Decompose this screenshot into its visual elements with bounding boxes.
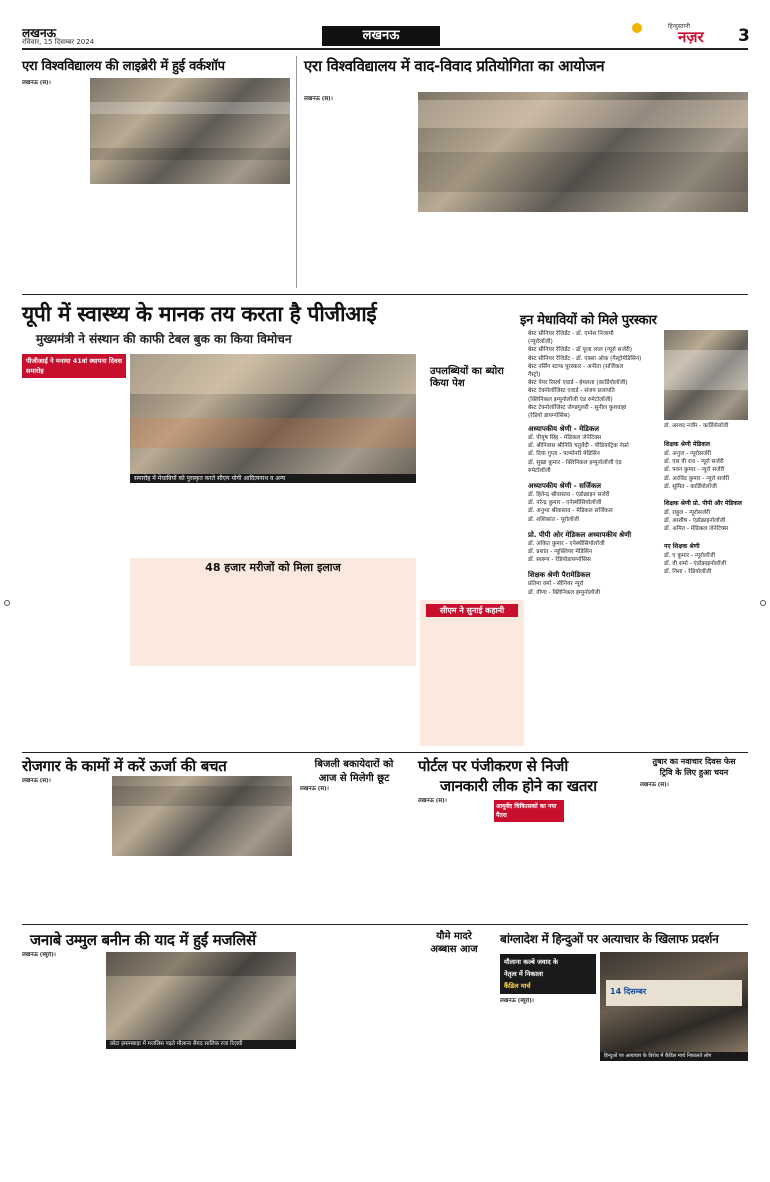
award-line: डॉ. अरविंद कुमार - न्यूरो सर्जरी [664, 475, 730, 482]
debate-body-1 [304, 96, 412, 290]
bangladesh-banner-text: 14 दिसम्बर [610, 987, 647, 996]
bangladesh-dateline: लखनऊ (ब्यूरो)। [500, 998, 534, 1004]
awards-photo-name: डॉ. अरशद नजीर - कार्डियोलॉजी [664, 423, 729, 429]
library-dateline: लखनऊ (सं)। [22, 80, 51, 86]
bangladesh-body-2 [600, 1064, 748, 1162]
portal-dateline: लखनऊ (सं)। [418, 798, 447, 804]
portal-headline-1: पोर्टल पर पंजीकरण से निजी [418, 757, 568, 775]
award-line: बेस्ट सीनियर रेजिडेंट - डॉ पूजा लाल (न्यूरो सर्जरी) [528, 347, 633, 354]
award-line: डॉ. प्रशांत - न्यूक्लियर मेडिसिन [528, 549, 593, 556]
portal-body-2 [494, 826, 564, 920]
bangladesh-tag-2: नेतृत्व में निकाला [504, 970, 544, 978]
electricity-headline-1: बिजली बकायेदारों को [314, 759, 394, 770]
janab-body-1 [22, 952, 102, 1162]
awards-headline: इन मेधावियों को मिले पुरस्कार [520, 313, 657, 328]
brand-name: नज़र [678, 28, 704, 46]
tushar-headline-2: ट्रिवि के लिए हुआ चयन [659, 768, 729, 777]
award-line: डॉ. अमित - मेडिकल जेनेटिक्स [664, 526, 729, 533]
energy-dateline: लखनऊ (सं)। [22, 778, 51, 784]
section-rule-2 [22, 752, 748, 753]
bangladesh-photo [600, 952, 748, 1052]
tushar-headline-1: तुषार का नवाचार दिवस फेस [652, 757, 736, 766]
award-line: डॉ. अनुज - न्यूरोसर्जरी [664, 451, 712, 457]
award-line: डॉ. अनुभा श्रीवास्तव - मेडिकल सर्जिकल [528, 508, 613, 515]
page-number: 3 [738, 26, 750, 46]
award-line: डॉ. अंकित कुमार - एनेस्थीसियोलॉजी [528, 540, 605, 547]
bangladesh-banner [606, 980, 742, 1006]
pgi-box-headline: 48 हजार मरीजों को मिला इलाज [205, 561, 341, 574]
column-divider [296, 56, 297, 288]
portal-headline-2: जानकारी लीक होने का खतरा [440, 777, 597, 795]
library-body [22, 80, 84, 290]
janab-body-3 [300, 952, 408, 1162]
bangladesh-tag [500, 954, 596, 994]
award-line: डॉ. हितेन्द्र श्रीवास्तव - एंडोक्राइन सर्जरी [528, 492, 610, 499]
award-line: डॉ. आशीष - एंडोक्राइनोलॉजी [664, 518, 726, 525]
debate-dateline: लखनऊ (सं)। [304, 96, 333, 102]
section-rule-3 [22, 924, 748, 925]
pgi-photo-caption: समारोह में मेधावियों को पुरस्कृत करते सीएम योगी आदित्यनाथ व अन्य [130, 474, 416, 483]
janab-body-2 [106, 1052, 296, 1162]
award-line: प्रतिमा वर्मा - सीनियर न्यूरो [528, 581, 584, 588]
janab-photo-caption: छोटा इमामबाड़ा में मजलिस पढ़ते मौलाना सैयद सालिक रजा रिज़वी [106, 1040, 296, 1049]
electricity-headline-2: आज से मिलेगी छूट [318, 773, 390, 784]
pgi-achievements-body [420, 398, 524, 600]
award-line: डॉ. सुमित - कार्डियोलॉजी [664, 483, 717, 490]
edition-date: रविवार, 15 दिसम्बर 2024 [22, 38, 95, 46]
award-line: डॉ. पीयूष सिंह - मेडिकल जेनेटिक्स [528, 435, 602, 441]
library-body-2 [90, 190, 290, 290]
pgi-achievements-title: उपलब्धियों का ब्योरा किया पेश [430, 366, 504, 389]
pgi-body-3 [130, 672, 416, 746]
award-line: बेस्ट टेक्नोलॉजिस्ट एवार्ड - संजय प्रजापति [528, 388, 615, 395]
header-rule [22, 48, 748, 50]
pgi-box-text [138, 578, 408, 662]
award-line: डॉ. नरेन्द्र कुमार - एनेस्थीसियोलॉजी [528, 500, 602, 507]
award-section-title: अध्यापकीय श्रेणी - सर्जिकल [528, 482, 601, 491]
award-line: (रेडियो डायग्नोसिस) [528, 413, 570, 420]
brand-small: हिन्दुस्तानी [668, 23, 690, 30]
section-badge: लखनऊ [322, 26, 440, 46]
award-line: गैस्ट्रो) [528, 372, 541, 379]
award-section-title: शिक्षक श्रेणी प्रो. पीपी और मेडिकल [664, 500, 742, 508]
janab-photo [106, 952, 296, 1040]
pgi-body-2 [130, 488, 416, 556]
bangladesh-headline: बांग्लादेश में हिन्दुओं पर अत्याचार के खिलाफ प्रदर्शन [500, 932, 719, 946]
awards-photo [664, 330, 748, 420]
registration-mark-icon [4, 600, 10, 606]
pgi-tag: पीजीआई ने मनाया 41वां स्थापना दिवस समारोह [22, 354, 126, 378]
pgi-box-2 [420, 600, 524, 746]
mahe-body [414, 960, 494, 1162]
award-line: डॉ. निशा - रेडियोलॉजी [664, 569, 712, 576]
pgi-subheadline: मुख्यमंत्री ने संस्थान की काफी टेबल बुक का किया विमोचन [36, 332, 292, 346]
award-line: डॉ. श्रीनिवास श्रीनिवि चतुर्वेदी - पीडियाट्रिक नेफ्रो [528, 443, 629, 450]
registration-mark-icon [760, 600, 766, 606]
tushar-dateline: लखनऊ (सं)। [640, 782, 669, 788]
award-line: डॉ. शशिकांत - यूरोलॉजी [528, 516, 580, 523]
mahe-headline-2: अब्बास आज [430, 944, 478, 955]
energy-body-2 [22, 862, 292, 920]
library-photo [90, 78, 290, 184]
award-section-title: शिक्षक श्रेणी पैरामेडिकल [528, 571, 591, 580]
award-line: बेस्ट नर्सिंग स्टाफ पुरस्कार - अनीता (सर्जिकल [528, 363, 624, 370]
award-line: (न्यूरोलॉजी) [528, 339, 553, 346]
library-headline: एरा विश्वविद्यालय की लाइब्रेरी में हुई वर्कशॉप [22, 59, 225, 74]
debate-headline: एरा विश्वविद्यालय में वाद-विवाद प्रतियोगिता का आयोजन [304, 57, 605, 75]
debate-body-2 [418, 218, 748, 290]
awards-top-list [528, 330, 660, 420]
bangladesh-tag-3: कैंडिल मार्च [504, 982, 531, 990]
award-line: डॉ. ए कुमार - न्यूरोलॉजी [664, 552, 716, 559]
janab-headline: जनाबे उम्मुल बनीन की याद में हुईं मजलिसें [30, 931, 256, 949]
award-line: डॉ. राहुल - न्यूरोसर्जरी [664, 510, 710, 517]
pgi-box-2-headline: सीएम ने सुनाई कहानी [426, 604, 518, 617]
award-line: बेस्ट सीनियर रेजिडेंट - डॉ. एग्नेश निजामी [528, 331, 614, 337]
portal-body-1 [418, 798, 490, 920]
award-line: डॉ. वी शर्मा - एंडोक्राइनोलॉजी [664, 560, 727, 567]
award-line: डॉ. वीणा - क्लिनिकल इम्युनोलॉजी [528, 589, 601, 596]
award-section-title: नए शिक्षक श्रेणी [664, 542, 700, 550]
pgi-box [130, 558, 416, 666]
award-line: बेस्ट टेक्नोलॉजिस्ट जेण्डगुलरी - सुनील कुशवाहा [528, 404, 627, 411]
award-line: डॉ. सुखा कुमार - क्लिनिकल इम्युनोलॉजी एंड [528, 459, 622, 466]
electricity-body [300, 786, 408, 920]
awards-left-sections [528, 424, 660, 597]
award-section-title: शिक्षक श्रेणी मेडिकल [664, 441, 710, 448]
award-line: (क्लिनिकल इम्युनोलॉजी एंड रुमेटोलॉजी) [528, 396, 613, 403]
tushar-headline [640, 756, 748, 778]
energy-headline: रोजगार के कामों में करें ऊर्जा की बचत [22, 757, 227, 775]
mahe-headline-1: यौमे मादरे [436, 931, 472, 942]
pgi-box-2-text [426, 622, 518, 742]
pgi-photo [130, 354, 416, 474]
award-line: डॉ. पवन कुमार - न्यूरो सर्जरी [664, 467, 725, 474]
portal-body-3 [570, 798, 632, 920]
pgi-body-1 [22, 384, 126, 746]
janab-dateline: लखनऊ (ब्यूरो)। [22, 952, 56, 958]
electricity-dateline: लखनऊ (सं)। [300, 786, 329, 792]
award-line: डॉ. स्वरूप - रेडियोडायग्नोसिस [528, 557, 591, 564]
award-section-title: प्रो. पीपी ओर मेडिकल अध्यापकीय श्रेणी [528, 530, 632, 539]
award-line: बेस्ट सीनियर रेजिडेंट - डॉ. एक्सा ओक (गैस्ट्रोमेडिसिन) [528, 355, 642, 362]
bangladesh-body-1 [500, 998, 596, 1162]
debate-photo [418, 92, 748, 212]
section-rule-1 [22, 294, 748, 295]
award-line: डॉ. एस पी राव - न्यूरो सर्जरी [664, 459, 724, 466]
tushar-body [640, 782, 748, 920]
award-line: डॉ. दिया गुप्ता - पल्मोनरी मेडिसिन [528, 451, 600, 458]
awards-right-sections [664, 440, 748, 576]
bangladesh-tag-1: मौलाना कल्बे जवाद के [504, 958, 558, 966]
energy-photo [112, 776, 292, 856]
logo: लखनऊ [22, 26, 57, 40]
portal-tag: आयुर्वेद चिकित्सकों का नया पैंतरा [494, 800, 564, 822]
pgi-headline: यूपी में स्वास्थ्य के मानक तय करता है पीजीआई [22, 302, 377, 326]
mahe-headline [414, 930, 494, 956]
brand-mark-icon [632, 23, 642, 33]
award-line: रुमेटोलॉजी [528, 467, 551, 474]
award-section-title: अध्यापकीय श्रेणी - मेडिकल [528, 425, 599, 433]
award-line: बेस्ट पेपर रिसर्च एवार्ड - हेमलता (कार्डियोलॉजी) [528, 380, 628, 387]
masthead [0, 0, 770, 48]
bangladesh-photo-caption: हिन्दुओं पर अत्याचार के विरोध में कैंडिल मार्च निकालते लोग [600, 1052, 748, 1061]
